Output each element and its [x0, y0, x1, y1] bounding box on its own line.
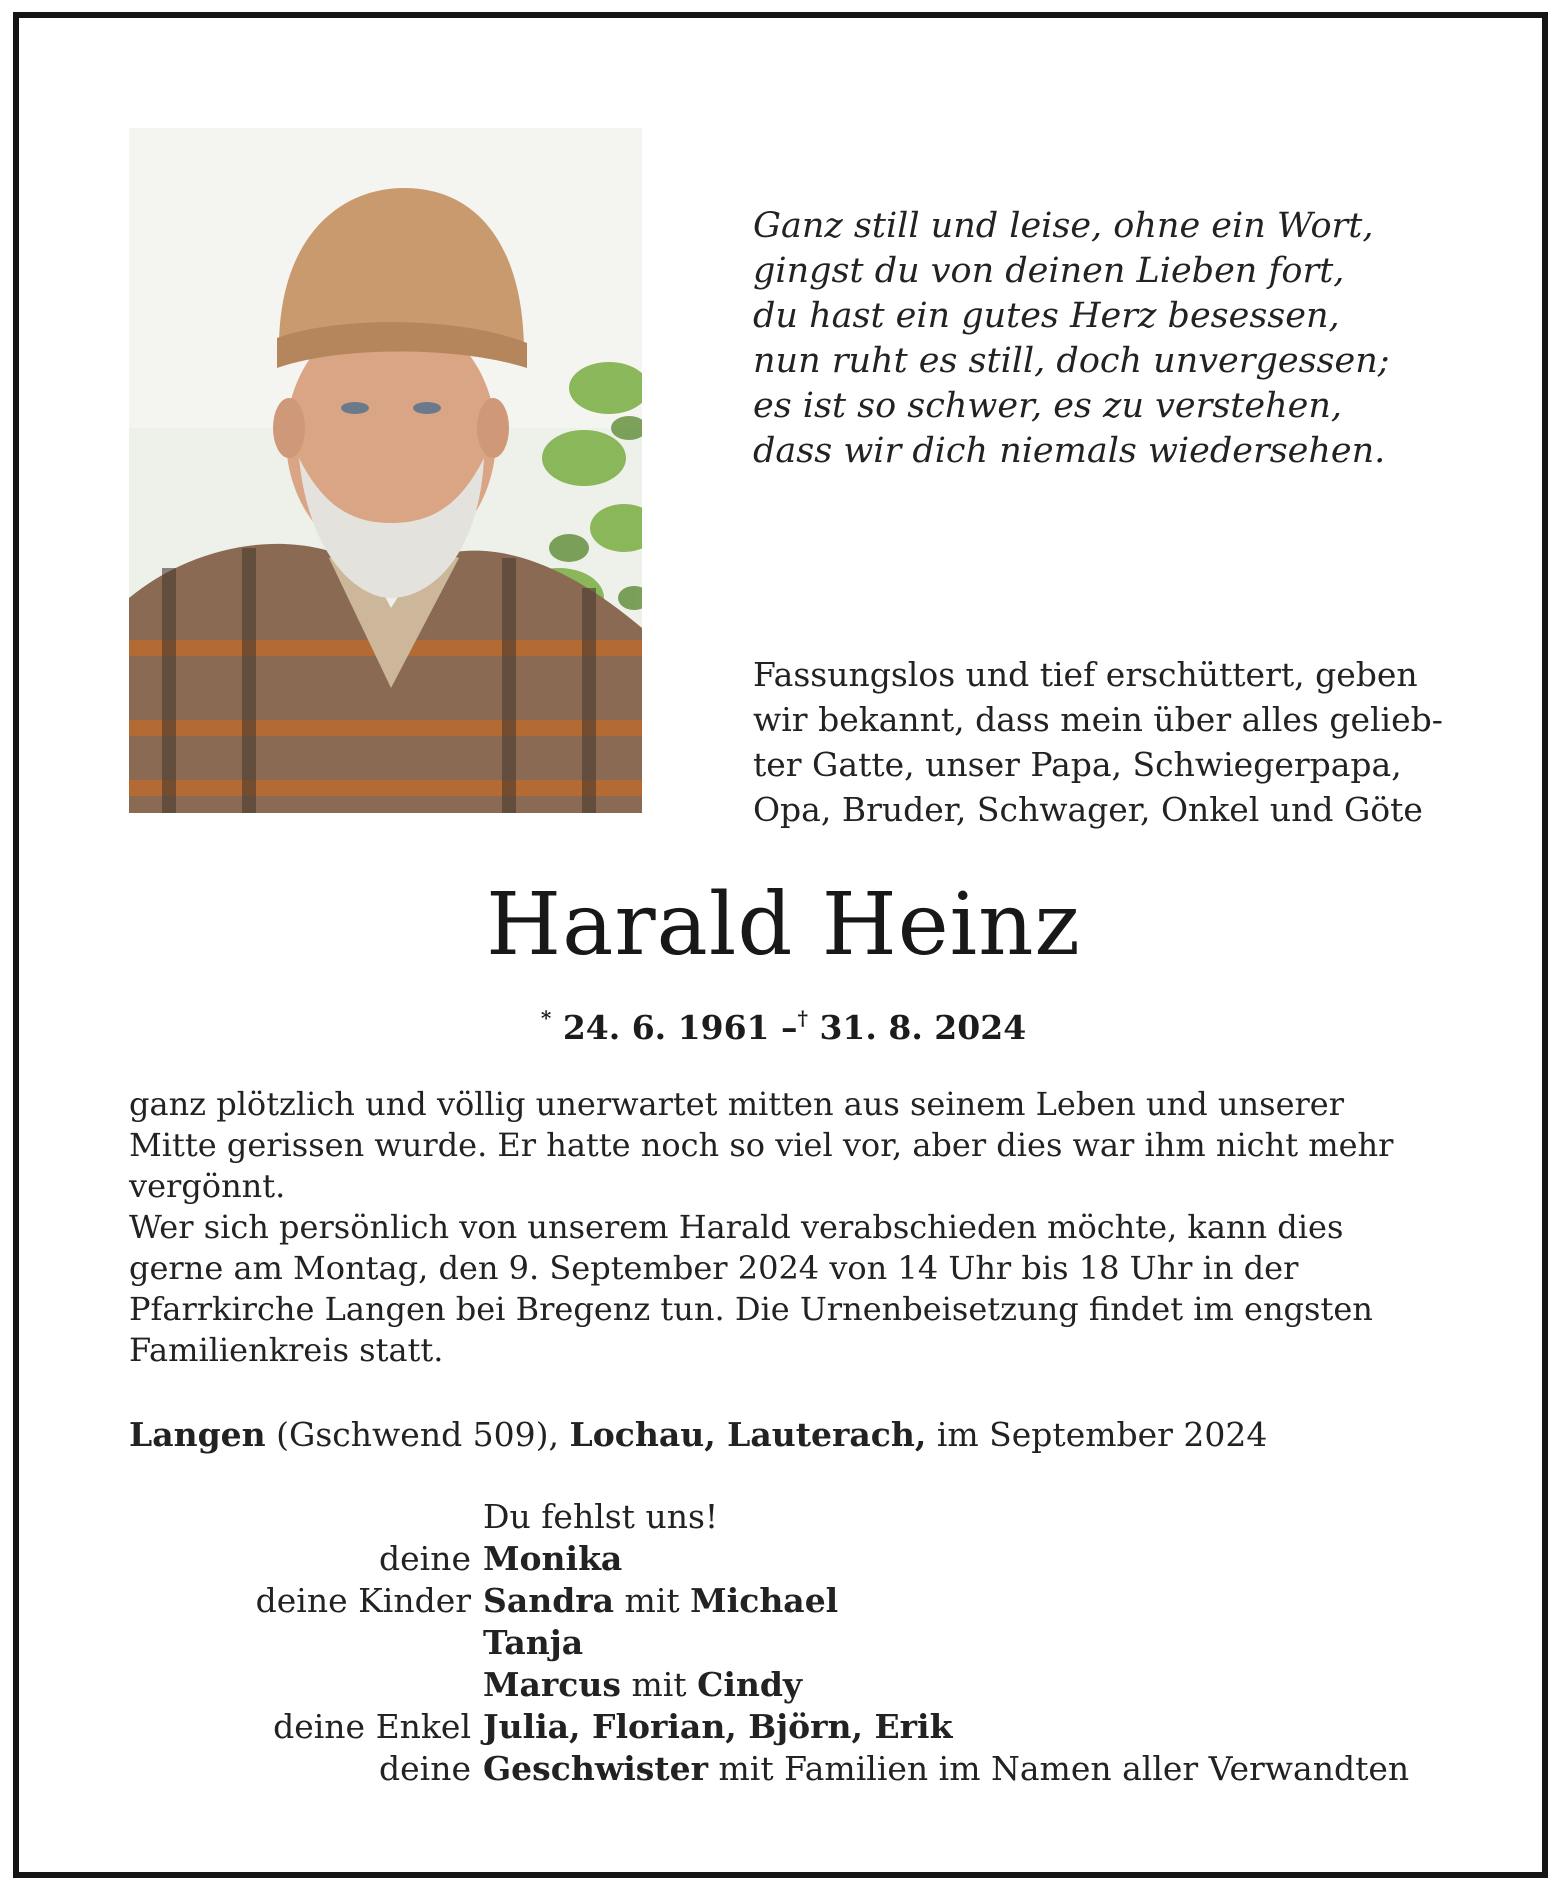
mourners-block — [129, 1496, 1439, 1790]
mourner-row-wife — [129, 1538, 1439, 1580]
mourner-name: Michael — [690, 1581, 839, 1620]
life-dates — [0, 996, 1567, 1050]
mourner-name: Monika — [483, 1539, 623, 1578]
mourner-row-grandchildren — [129, 1706, 1439, 1748]
deceased-name: Harald Heinz — [486, 875, 1081, 975]
mourner-label: deine Kinder — [255, 1581, 471, 1620]
mourner-name: Tanja — [483, 1623, 584, 1662]
poem-line: Ganz still und leise, ohne ein Wort, — [753, 206, 1374, 246]
mourner-label: deine Enkel — [273, 1707, 471, 1746]
place-town: Langen — [129, 1415, 266, 1454]
body-line: vergönnt. — [129, 1167, 286, 1205]
mourner-name: Geschwister — [483, 1749, 708, 1788]
death-symbol: † — [797, 1006, 808, 1030]
poem-line: du hast ein gutes Herz besessen, — [753, 296, 1340, 336]
mourner-connector: mit — [620, 1665, 698, 1704]
body-line: Wer sich persönlich von unserem Harald verabschieden möchte, kann dies — [129, 1208, 1344, 1246]
poem — [753, 204, 1453, 474]
mourner-label: deine — [379, 1749, 471, 1788]
death-date: 31. 8. 2024 — [819, 1008, 1027, 1047]
closing-row — [129, 1496, 1439, 1538]
intro-text — [753, 652, 1443, 832]
mourner-name: Julia, Florian, Björn, Erik — [483, 1707, 953, 1746]
mourner-connector: mit — [614, 1581, 691, 1620]
poem-line: gingst du von deinen Lieben fort, — [753, 251, 1345, 291]
place-towns: Lochau, Lauterach, — [569, 1415, 927, 1454]
body-line: Familienkreis statt. — [129, 1331, 444, 1369]
body-line: gerne am Montag, den 9. September 2024 von 14 Uhr bis 18 Uhr in der — [129, 1249, 1299, 1287]
mourner-row-siblings — [129, 1748, 1439, 1790]
poem-line: es ist so schwer, es zu verstehen, — [753, 386, 1343, 426]
closing-text: Du fehlst uns! — [483, 1497, 719, 1536]
mourner-suffix: mit Familien im Namen aller Verwandten — [708, 1749, 1410, 1788]
intro-line: ter Gatte, unser Papa, Schwiegerpapa, — [753, 745, 1402, 784]
body-line: ganz plötzlich und völlig unerwartet mitten aus seinem Leben und unserer — [129, 1085, 1345, 1123]
mourner-name: Sandra — [483, 1581, 615, 1620]
intro-line: Opa, Bruder, Schwager, Onkel und Göte — [753, 790, 1423, 829]
date-separator: – — [781, 1008, 798, 1047]
intro-line: wir bekannt, dass mein über alles gelieb- — [753, 700, 1443, 739]
mourner-label: deine — [379, 1539, 471, 1578]
birth-date: 24. 6. 1961 — [562, 1008, 770, 1047]
intro-line: Fassungslos und tief erschüttert, geben — [753, 655, 1418, 694]
portrait-photo — [129, 128, 642, 813]
poem-line: nun ruht es still, doch unvergessen; — [753, 341, 1390, 381]
place-date: im September 2024 — [926, 1415, 1268, 1454]
poem-line: dass wir dich niemals wiedersehen. — [753, 431, 1386, 471]
portrait-image — [129, 128, 642, 813]
body-text — [129, 1084, 1439, 1371]
place-date-line — [129, 1412, 1439, 1457]
mourner-row-child — [129, 1622, 1439, 1664]
mourner-name: Cindy — [697, 1665, 803, 1704]
mourner-row-children — [129, 1580, 1439, 1622]
birth-symbol: * — [540, 1006, 552, 1030]
mourner-name: Marcus — [483, 1665, 621, 1704]
body-line: Pfarrkirche Langen bei Bregenz tun. Die Urnenbeisetzung findet im engsten — [129, 1290, 1373, 1328]
body-line: Mitte gerissen wurde. Er hatte noch so viel vor, aber dies war ihm nicht mehr — [129, 1126, 1394, 1164]
mourner-row-child — [129, 1664, 1439, 1706]
place-address: (Gschwend 509), — [265, 1415, 570, 1454]
